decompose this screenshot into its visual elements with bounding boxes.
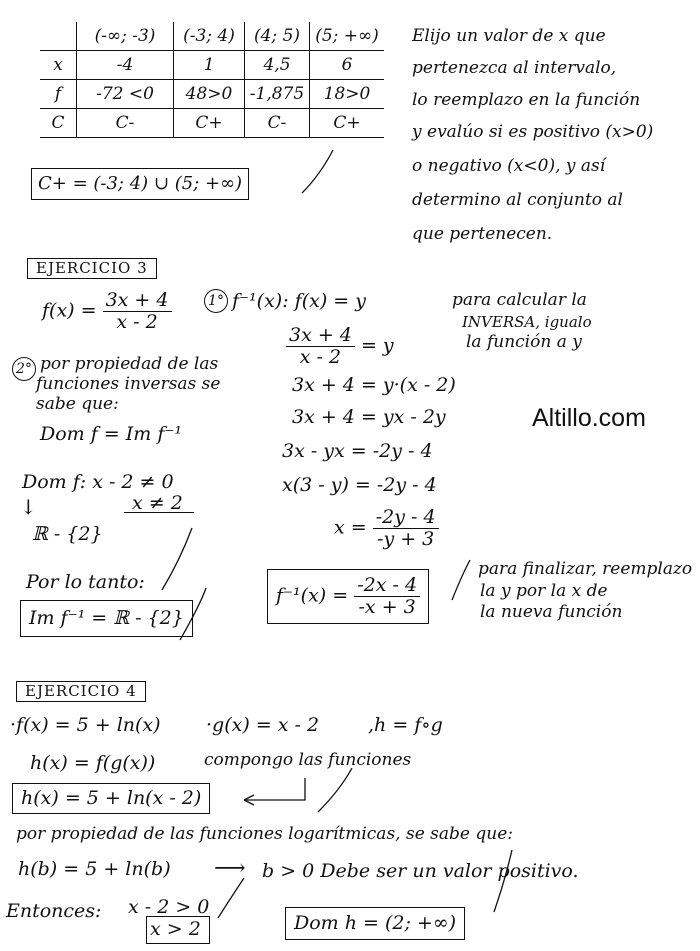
sign-table-cell: (-3; 4) xyxy=(174,22,245,51)
domf-condition: Dom f: x - 2 ≠ 0 xyxy=(22,471,174,493)
inequality: x - 2 > 0 xyxy=(128,896,210,918)
h-composition: h(x) = f(g(x)) xyxy=(30,752,156,774)
sign-table-cell: -4 xyxy=(77,51,174,80)
arrow-head xyxy=(244,795,254,805)
note-line: para calcular la xyxy=(452,290,587,310)
sign-table-cell: 6 xyxy=(310,51,385,80)
tick-stroke xyxy=(162,528,192,590)
f-def: ·f(x) = 5 + ln(x) xyxy=(10,714,161,736)
note-line: determino al conjunto al xyxy=(412,190,623,210)
sign-table-cell: -72 <0 xyxy=(77,80,174,109)
note-line: pertenezca al intervalo, xyxy=(412,58,617,78)
equation-y xyxy=(286,326,394,367)
right-arrow-icon: ⟶ xyxy=(214,856,246,881)
step2-marker: 2° xyxy=(12,357,36,381)
sign-table-cell: 4,5 xyxy=(245,51,310,80)
sign-table-row xyxy=(40,109,384,138)
derivation-line: x(3 - y) = -2y - 4 xyxy=(282,474,437,496)
derivation-line: 3x - yx = -2y - 4 xyxy=(282,440,433,462)
domf-set: ℝ - {2} xyxy=(32,523,103,545)
sign-table-cell: x xyxy=(40,51,77,80)
underline xyxy=(124,512,194,513)
x-fraction xyxy=(373,508,439,549)
finv-numerator: -2x - 4 xyxy=(354,576,420,597)
x-lhs: x = xyxy=(334,516,367,539)
note-line: para finalizar, reemplazo xyxy=(478,559,693,579)
sign-table-cell: C- xyxy=(77,109,174,138)
finv-denominator: -x + 3 xyxy=(358,596,416,618)
arrow-stroke xyxy=(244,778,305,800)
sign-table-cell: -1,875 xyxy=(245,80,310,109)
dom-h-result: Dom h = (2; +∞) xyxy=(285,907,465,940)
eq-denominator: x - 2 xyxy=(299,346,342,368)
f-lhs: f(x) = xyxy=(42,299,97,322)
sign-table-cell: C xyxy=(40,109,77,138)
x-denominator: -y + 3 xyxy=(377,528,435,550)
entonces: Entonces: xyxy=(6,900,102,922)
por-lo-tanto: Por lo tanto: xyxy=(26,571,145,593)
derivation-line: 3x + 4 = yx - 2y xyxy=(292,406,446,428)
finv-result xyxy=(267,569,429,624)
tick-stroke xyxy=(218,878,244,918)
hb-equation: h(b) = 5 + ln(b) xyxy=(18,858,171,880)
imf-result: Im f⁻¹ = ℝ - {2} xyxy=(20,600,193,637)
f-numerator: 3x + 4 xyxy=(103,291,172,312)
g-def: ·g(x) = x - 2 xyxy=(206,714,320,736)
sign-table-row xyxy=(40,51,384,80)
note-line: Elijo un valor de x que xyxy=(412,26,606,46)
sign-table-cell: C+ xyxy=(310,109,385,138)
h-def: ,h = f∘g xyxy=(368,714,443,736)
note-line: la y por la x de xyxy=(480,581,608,601)
note-line: o negativo (x<0), y así xyxy=(412,156,606,176)
note-line: sabe que: xyxy=(36,394,119,414)
domf-x: x ≠ 2 xyxy=(132,492,183,514)
inequality-result: x > 2 xyxy=(150,918,201,940)
note-line: y evalúo si es positivo (x>0) xyxy=(412,122,654,142)
note-line: la nueva función xyxy=(480,602,623,622)
derivation-line: 3x + 4 = y·(x - 2) xyxy=(292,374,456,396)
f-denominator: x - 2 xyxy=(116,311,158,333)
h-result: h(x) = 5 + ln(x - 2) xyxy=(12,783,210,814)
inequality-box xyxy=(146,916,210,944)
property-text: por propiedad de las funciones logarítmicas, se sabe que: xyxy=(16,824,513,844)
sign-table-cell: C+ xyxy=(174,109,245,138)
b-condition: b > 0 Debe ser un valor positivo. xyxy=(262,860,579,882)
step1-equation: f⁻¹(x): f(x) = y xyxy=(232,290,366,312)
note-line: lo reemplazo en la función xyxy=(412,90,641,110)
finv-fraction xyxy=(354,576,420,617)
note-line: INVERSA, igualo xyxy=(462,313,592,331)
sign-table-cell: (5; +∞) xyxy=(310,22,385,51)
ej3-title: EJERCICIO 3 xyxy=(27,258,157,279)
sign-table-row xyxy=(40,80,384,109)
eq-numerator: 3x + 4 xyxy=(286,326,355,347)
note-line: la función a y xyxy=(466,332,582,352)
sign-table-cell: C- xyxy=(245,109,310,138)
finv-lhs: f⁻¹(x) = xyxy=(276,584,349,607)
ej4-title: EJERCICIO 4 xyxy=(16,681,146,702)
sign-table-cell: f xyxy=(40,80,77,109)
f-fraction xyxy=(103,291,172,332)
f-definition xyxy=(42,291,172,332)
note-line: que pertenecen. xyxy=(412,224,553,244)
sign-table-cell xyxy=(40,22,77,51)
sign-table-cell: 1 xyxy=(174,51,245,80)
watermark: Altillo.com xyxy=(532,404,646,432)
tick-stroke xyxy=(452,560,470,600)
sign-table-header-row xyxy=(40,22,384,51)
sign-table xyxy=(40,22,384,138)
x-solution xyxy=(334,508,439,549)
sign-table-cell: 48>0 xyxy=(174,80,245,109)
step1-marker: 1° xyxy=(204,289,228,313)
note-line: funciones inversas se xyxy=(36,374,221,394)
dom-im-relation: Dom f = Im f⁻¹ xyxy=(40,423,182,445)
sign-table-cell: 18>0 xyxy=(310,80,385,109)
eq-fraction xyxy=(286,326,355,367)
tick-stroke xyxy=(318,768,352,812)
down-arrow-icon: ↓ xyxy=(20,495,37,519)
sign-table-cell: (4; 5) xyxy=(245,22,310,51)
x-numerator: -2y - 4 xyxy=(373,508,439,529)
cplus-result: C+ = (-3; 4) ∪ (5; +∞) xyxy=(31,168,249,200)
sign-table-cell: (-∞; -3) xyxy=(77,22,174,51)
compose-note: compongo las funciones xyxy=(204,750,412,770)
eq-rhs: = y xyxy=(360,334,394,357)
tick-stroke xyxy=(302,150,333,193)
note-line: por propiedad de las xyxy=(40,354,219,374)
